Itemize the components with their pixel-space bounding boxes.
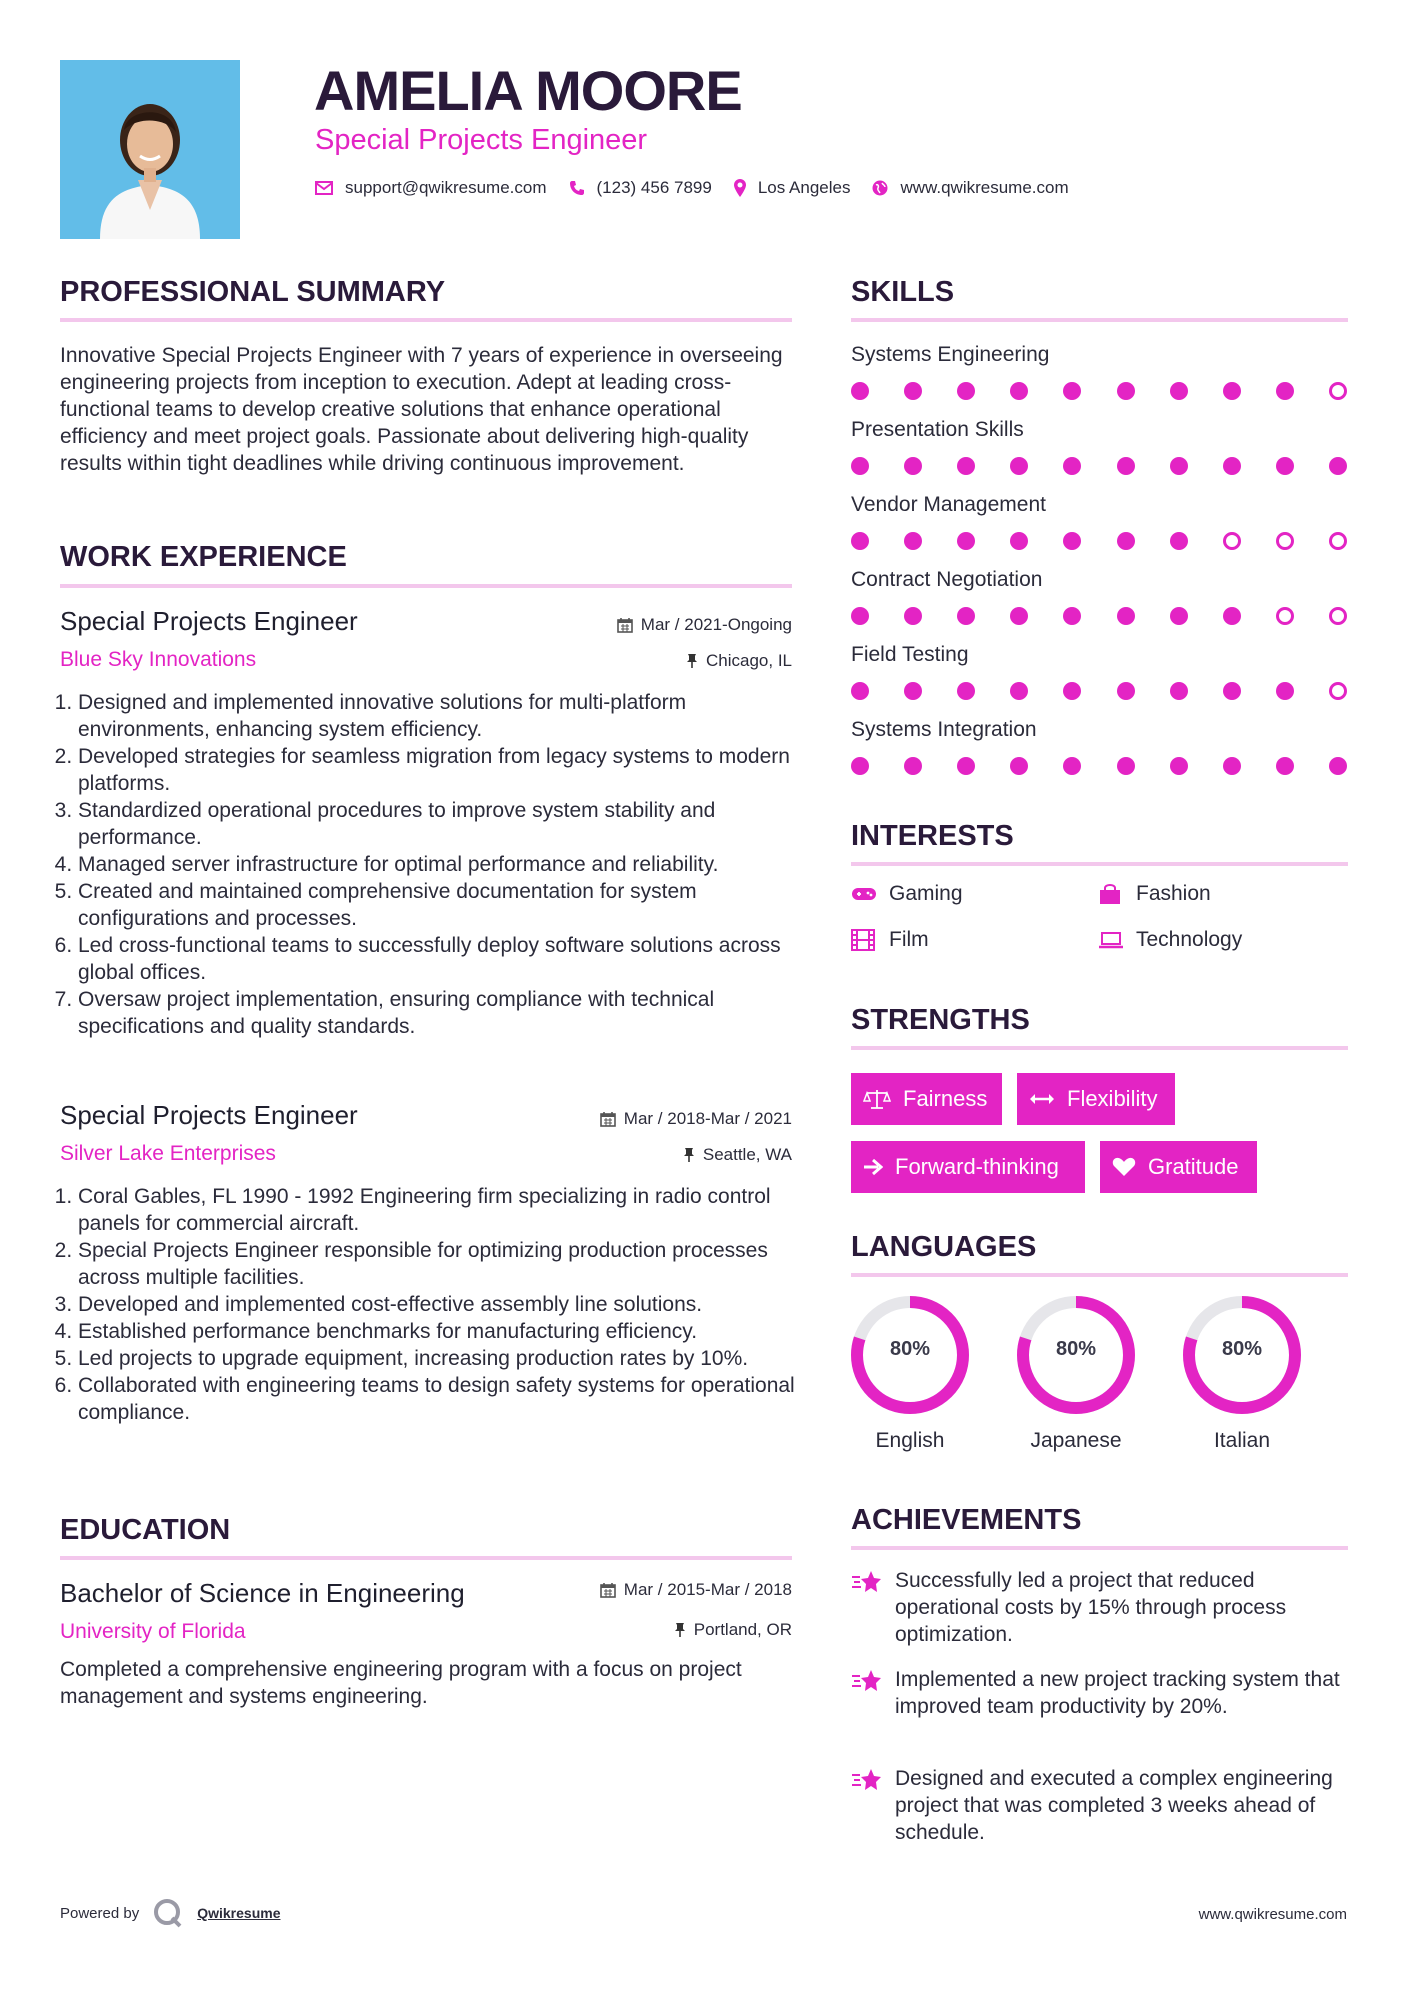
- rating-dot-filled: [957, 457, 975, 475]
- brand-link[interactable]: Qwikresume: [197, 1905, 281, 1921]
- rating-dot-filled: [1117, 457, 1135, 475]
- rating-dot-filled: [1223, 457, 1241, 475]
- achievement-item: [851, 1765, 1348, 1846]
- list-item: 5. Led projects to upgrade equipment, increasing production rates by 10%.: [78, 1345, 800, 1372]
- job-location-text: Chicago, IL: [706, 651, 792, 670]
- calendar-icon: [600, 1111, 616, 1127]
- rating-dot-empty: [1276, 532, 1294, 550]
- list-item: 1. Designed and implemented innovative solutions for multi-platform environments, enhancing system efficiency.: [78, 689, 800, 743]
- language-item: [1180, 1293, 1304, 1453]
- strength-tag-fairness: [851, 1073, 1002, 1125]
- interest-item-fashion: [1098, 882, 1211, 906]
- rating-dot-filled: [1223, 382, 1241, 400]
- envelope-icon: [315, 181, 333, 195]
- rating-dot-filled: [904, 757, 922, 775]
- rating-dot-filled: [957, 382, 975, 400]
- skill-rating: [851, 607, 1348, 627]
- profile-photo: [60, 60, 240, 239]
- job-location-text: Seattle, WA: [702, 1145, 792, 1164]
- rating-dot-filled: [1276, 757, 1294, 775]
- skill-name: Systems Engineering: [851, 343, 1050, 366]
- list-item: 2. Special Projects Engineer responsible for optimizing production processes across multiple facilities.: [78, 1237, 800, 1291]
- rating-dot-filled: [1223, 607, 1241, 625]
- degree-title: Bachelor of Science in Engineering: [60, 1578, 465, 1608]
- rating-dot-filled: [851, 457, 869, 475]
- rating-dot-filled: [1010, 757, 1028, 775]
- job-company: Silver Lake Enterprises: [60, 1142, 276, 1165]
- rating-dot-filled: [1010, 607, 1028, 625]
- list-item: 5. Created and maintained comprehensive documentation for system configurations and processes.: [78, 878, 800, 932]
- footer-url[interactable]: www.qwikresume.com: [1198, 1906, 1347, 1923]
- skill-rating: [851, 682, 1348, 702]
- contact-email[interactable]: support@qwikresume.com: [345, 178, 547, 197]
- contact-website[interactable]: www.qwikresume.com: [900, 178, 1069, 197]
- achievement-item: [851, 1567, 1348, 1648]
- interest-item-gaming: [851, 882, 963, 906]
- skill-name: Field Testing: [851, 643, 969, 666]
- strength-tag-forward-thinking: [851, 1141, 1085, 1193]
- rating-dot-empty: [1329, 682, 1347, 700]
- rating-dot-filled: [1329, 457, 1347, 475]
- achievement-text: Implemented a new project tracking system that improved team productivity by 20%.: [895, 1668, 1340, 1718]
- strength-tag-flexibility: [1017, 1073, 1175, 1125]
- interest-label: Technology: [1136, 928, 1243, 951]
- achievement-text: Successfully led a project that reduced operational costs by 15% through process optimization.: [895, 1569, 1287, 1646]
- rating-dot-filled: [904, 457, 922, 475]
- list-item: 2. Developed strategies for seamless migration from legacy systems to modern platforms.: [78, 743, 800, 797]
- heart-icon: [1112, 1157, 1136, 1177]
- rating-dot-filled: [1117, 607, 1135, 625]
- language-percent: 80%: [1221, 1338, 1263, 1360]
- interest-item-technology: [1098, 928, 1242, 952]
- skill-name: Vendor Management: [851, 493, 1046, 516]
- strengths-divider: [851, 1046, 1348, 1050]
- rating-dot-filled: [957, 757, 975, 775]
- rating-dot-filled: [957, 532, 975, 550]
- language-name: Japanese: [1030, 1429, 1122, 1452]
- job-location: [480, 651, 792, 671]
- language-item: [1014, 1293, 1138, 1453]
- list-item: 6. Collaborated with engineering teams to design safety systems for operational compliance.: [78, 1372, 800, 1426]
- summary-text: Innovative Special Projects Engineer with 7 years of experience in overseeing engineering projects from inception to execution. Adept at leading cross-functional teams to develop creative solutions that enhance operational efficiency and meet project goals. Passionate about delivering high-quality results within tight deadlines while driving continuous improvement.: [60, 344, 783, 475]
- contact-location: Los Angeles: [757, 178, 851, 197]
- contact-bar: [315, 178, 1091, 198]
- rating-dot-filled: [1117, 682, 1135, 700]
- rating-dot-filled: [851, 682, 869, 700]
- shooting-star-icon: [851, 1765, 895, 1846]
- interest-label: Film: [889, 928, 929, 951]
- rating-dot-filled: [1276, 382, 1294, 400]
- rating-dot-empty: [1329, 532, 1347, 550]
- shooting-star-icon: [851, 1567, 895, 1648]
- laptop-icon: [1098, 931, 1124, 949]
- education-location-text: Portland, OR: [693, 1620, 792, 1639]
- film-icon: [851, 929, 877, 951]
- summary-heading: PROFESSIONAL SUMMARY: [60, 276, 446, 308]
- strength-label: Flexibility: [1067, 1086, 1158, 1111]
- language-item: [848, 1293, 972, 1453]
- experience-divider: [60, 584, 792, 588]
- gamepad-icon: [851, 886, 877, 902]
- rating-dot-filled: [851, 757, 869, 775]
- interest-item-film: [851, 928, 929, 952]
- achievement-text: Designed and executed a complex engineering project that was completed 3 weeks ahead of schedule.: [895, 1767, 1333, 1844]
- rating-dot-filled: [1117, 757, 1135, 775]
- rating-dot-filled: [1276, 682, 1294, 700]
- interest-label: Gaming: [889, 882, 963, 905]
- list-item: 6. Led cross-functional teams to successfully deploy software solutions across global offices.: [78, 932, 800, 986]
- skill-rating: [851, 757, 1348, 777]
- qwikresume-logo-icon: [153, 1898, 183, 1928]
- contact-phone[interactable]: (123) 456 7899: [596, 178, 712, 197]
- skill-name: Presentation Skills: [851, 418, 1024, 441]
- interests-heading: INTERESTS: [851, 820, 1014, 852]
- arrow-right-icon: [863, 1158, 883, 1176]
- pushpin-icon: [686, 653, 698, 669]
- interest-label: Fashion: [1136, 882, 1211, 905]
- rating-dot-filled: [1170, 457, 1188, 475]
- list-item: 4. Established performance benchmarks for manufacturing efficiency.: [78, 1318, 800, 1345]
- rating-dot-filled: [904, 382, 922, 400]
- education-description: Completed a comprehensive engineering program with a focus on project management and systems engineering.: [60, 1658, 742, 1708]
- candidate-name: AMELIA MOORE: [314, 59, 742, 122]
- language-name: English: [875, 1429, 945, 1452]
- rating-dot-filled: [1063, 382, 1081, 400]
- rating-dot-empty: [1329, 382, 1347, 400]
- calendar-icon: [617, 617, 633, 633]
- list-item: 1. Coral Gables, FL 1990 - 1992 Engineering firm specializing in radio control panels for commercial aircraft.: [78, 1183, 800, 1237]
- strength-tag-gratitude: [1100, 1141, 1257, 1193]
- rating-dot-empty: [1329, 607, 1347, 625]
- rating-dot-filled: [1170, 382, 1188, 400]
- rating-dot-filled: [1117, 382, 1135, 400]
- list-item: 7. Oversaw project implementation, ensuring compliance with technical specifications and quality standards.: [78, 986, 800, 1040]
- footer-powered-by: [60, 1898, 280, 1928]
- skill-name: Systems Integration: [851, 718, 1037, 741]
- education-divider: [60, 1556, 792, 1560]
- job-date-text: Mar / 2021-Ongoing: [640, 615, 792, 634]
- experience-heading: WORK EXPERIENCE: [60, 541, 347, 573]
- rating-dot-filled: [1063, 532, 1081, 550]
- list-item: 4. Managed server infrastructure for optimal performance and reliability.: [78, 851, 800, 878]
- skill-rating: [851, 457, 1348, 477]
- phone-icon: [569, 180, 585, 196]
- arrows-horizontal-icon: [1029, 1092, 1055, 1106]
- rating-dot-filled: [957, 682, 975, 700]
- job-duties-list: [60, 1183, 800, 1426]
- interests-divider: [851, 862, 1348, 866]
- rating-dot-filled: [1010, 457, 1028, 475]
- rating-dot-filled: [1223, 682, 1241, 700]
- rating-dot-filled: [1170, 607, 1188, 625]
- shopping-bag-icon: [1098, 883, 1124, 905]
- shooting-star-icon: [851, 1666, 895, 1720]
- education-location: [480, 1620, 792, 1640]
- rating-dot-filled: [904, 607, 922, 625]
- rating-dot-filled: [957, 607, 975, 625]
- job-location: [480, 1145, 792, 1165]
- rating-dot-empty: [1276, 607, 1294, 625]
- rating-dot-filled: [1010, 382, 1028, 400]
- globe-icon: [872, 180, 888, 196]
- rating-dot-filled: [904, 532, 922, 550]
- rating-dot-filled: [1063, 682, 1081, 700]
- pushpin-icon: [674, 1622, 686, 1638]
- candidate-role: Special Projects Engineer: [315, 124, 648, 156]
- languages-heading: LANGUAGES: [851, 1231, 1037, 1263]
- rating-dot-filled: [1063, 757, 1081, 775]
- languages-divider: [851, 1273, 1348, 1277]
- rating-dot-filled: [1170, 532, 1188, 550]
- map-pin-icon: [734, 179, 746, 197]
- rating-dot-filled: [851, 382, 869, 400]
- job-title: Special Projects Engineer: [60, 606, 358, 636]
- strength-label: Forward-thinking: [895, 1154, 1059, 1179]
- rating-dot-filled: [1170, 682, 1188, 700]
- rating-dot-filled: [851, 532, 869, 550]
- skills-heading: SKILLS: [851, 276, 955, 308]
- language-name: Italian: [1213, 1429, 1271, 1452]
- rating-dot-filled: [1010, 532, 1028, 550]
- powered-by-label: Powered by: [60, 1904, 140, 1922]
- job-date: [460, 1109, 792, 1129]
- language-percent: 80%: [889, 1338, 931, 1360]
- strength-label: Fairness: [903, 1086, 988, 1111]
- education-heading: EDUCATION: [60, 1514, 231, 1546]
- rating-dot-filled: [1063, 457, 1081, 475]
- skill-rating: [851, 532, 1348, 552]
- skills-divider: [851, 318, 1348, 322]
- job-title: Special Projects Engineer: [60, 1100, 358, 1130]
- achievement-item: [851, 1666, 1348, 1720]
- education-date: [460, 1580, 792, 1600]
- rating-dot-filled: [1276, 457, 1294, 475]
- education-date-text: Mar / 2015-Mar / 2018: [623, 1580, 792, 1599]
- rating-dot-filled: [1117, 532, 1135, 550]
- balance-scale-icon: [863, 1088, 891, 1110]
- rating-dot-filled: [1063, 607, 1081, 625]
- job-date-text: Mar / 2018-Mar / 2021: [623, 1109, 792, 1128]
- job-date: [480, 615, 792, 635]
- rating-dot-filled: [904, 682, 922, 700]
- job-company: Blue Sky Innovations: [60, 648, 257, 671]
- rating-dot-filled: [1223, 757, 1241, 775]
- rating-dot-filled: [1329, 757, 1347, 775]
- school-name: University of Florida: [60, 1620, 246, 1643]
- rating-dot-empty: [1223, 532, 1241, 550]
- achievements-divider: [851, 1546, 1348, 1550]
- skill-rating: [851, 382, 1348, 402]
- achievements-heading: ACHIEVEMENTS: [851, 1504, 1082, 1536]
- calendar-icon: [600, 1582, 616, 1598]
- language-percent: 80%: [1055, 1338, 1097, 1360]
- list-item: 3. Standardized operational procedures to improve system stability and performance.: [78, 797, 800, 851]
- rating-dot-filled: [851, 607, 869, 625]
- pushpin-icon: [683, 1147, 695, 1163]
- summary-divider: [60, 318, 792, 322]
- rating-dot-filled: [1170, 757, 1188, 775]
- strength-label: Gratitude: [1148, 1154, 1239, 1179]
- skill-name: Contract Negotiation: [851, 568, 1043, 591]
- job-duties-list: [60, 689, 800, 1040]
- list-item: 3. Developed and implemented cost-effective assembly line solutions.: [78, 1291, 800, 1318]
- rating-dot-filled: [1010, 682, 1028, 700]
- strengths-heading: STRENGTHS: [851, 1004, 1030, 1036]
